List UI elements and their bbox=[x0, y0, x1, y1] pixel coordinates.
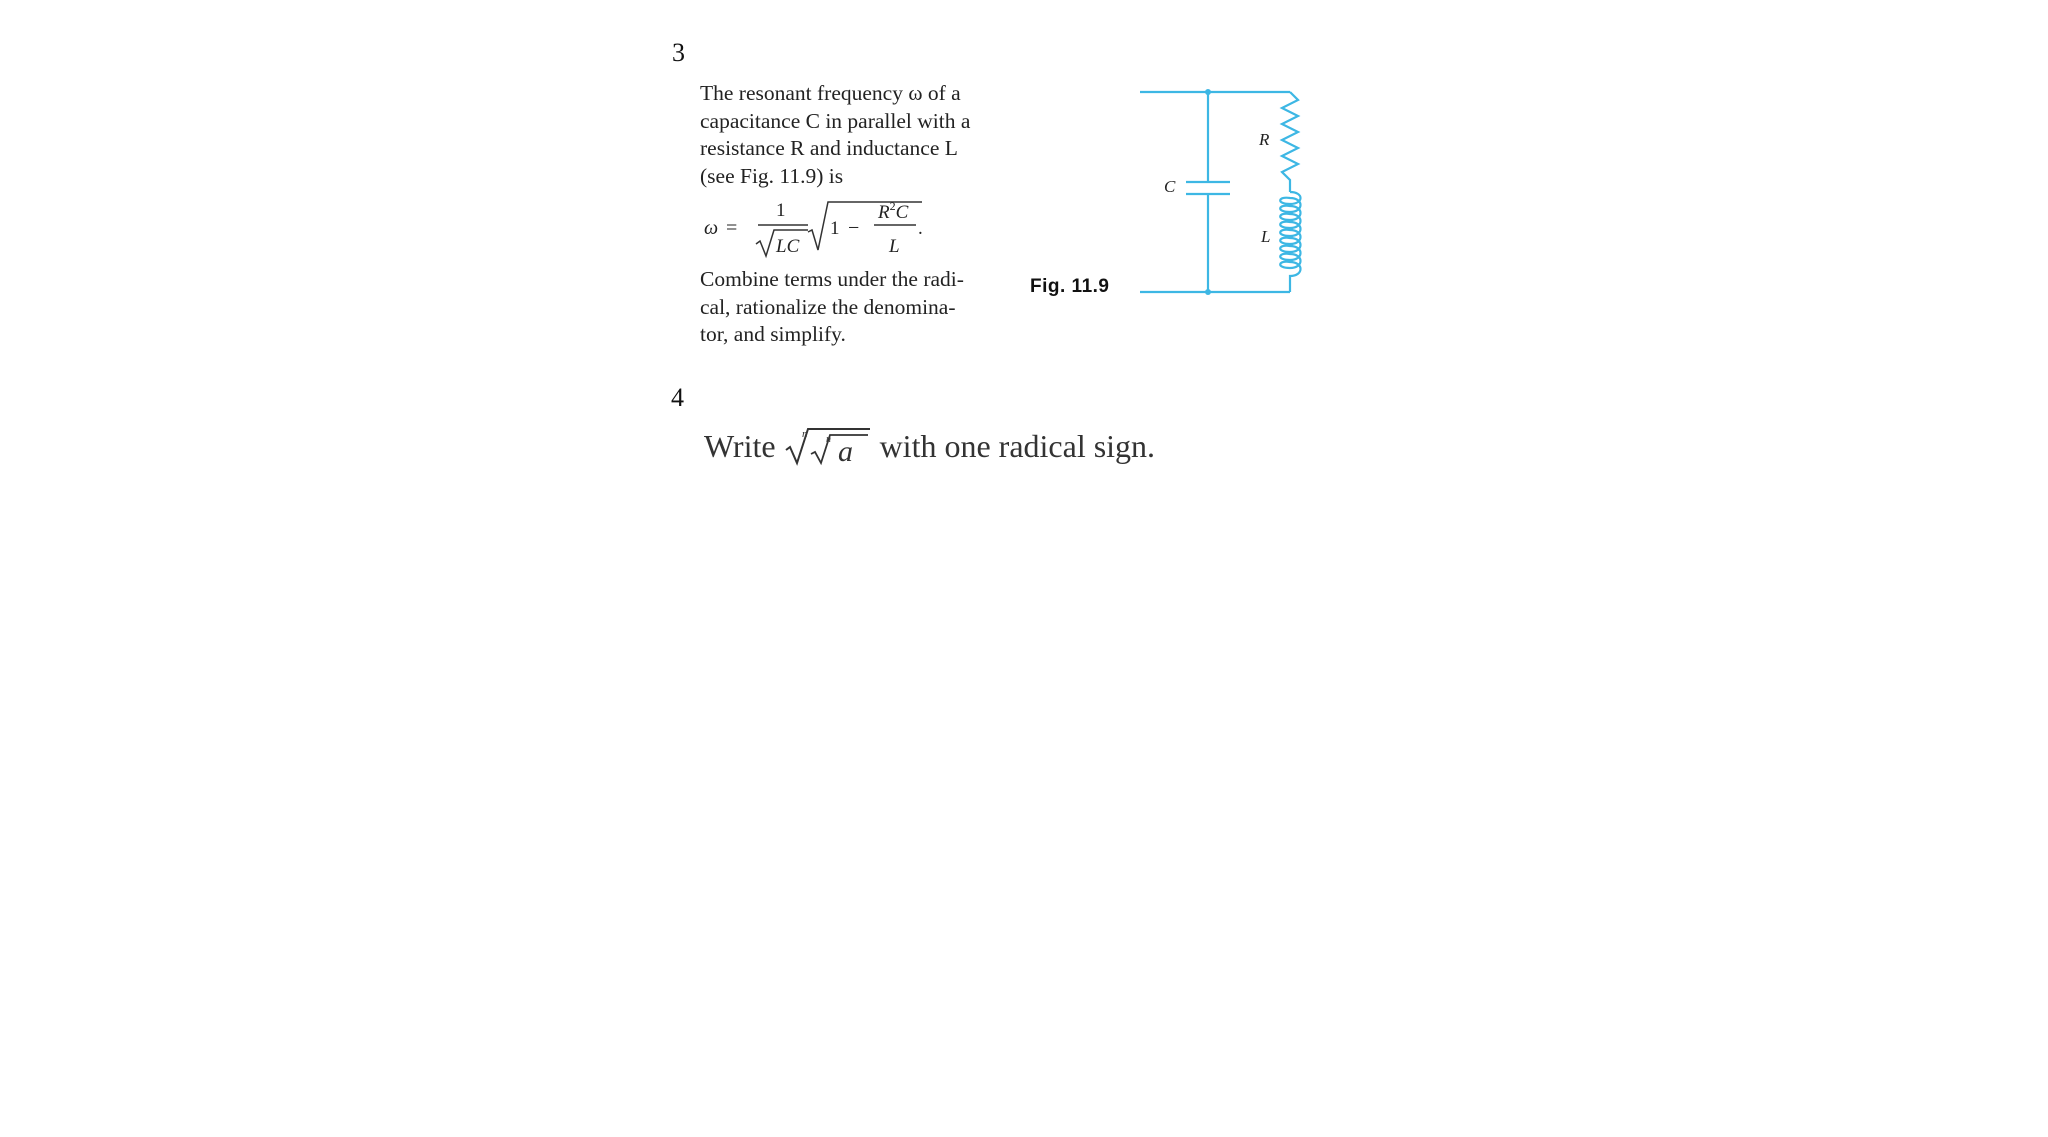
resonant-frequency-formula bbox=[700, 192, 960, 262]
figure-label: Fig. 11.9 bbox=[1030, 276, 1110, 297]
capacitor-label: C bbox=[1164, 177, 1176, 196]
write-word: Write bbox=[704, 428, 776, 464]
problem-3-intro bbox=[700, 80, 1000, 190]
radicand: a bbox=[837, 435, 853, 466]
intro-line-3: resistance R and inductance L bbox=[700, 136, 958, 160]
problem-number-3: 3 bbox=[672, 38, 685, 67]
numerator-c: C bbox=[895, 202, 909, 223]
inductor-label: L bbox=[1261, 227, 1271, 246]
formula-period: . bbox=[918, 218, 923, 239]
inner-denominator: L bbox=[889, 236, 900, 257]
omega-symbol: ω bbox=[704, 217, 719, 239]
problem-number-4: 4 bbox=[671, 383, 684, 412]
junction-bottom bbox=[1205, 289, 1211, 295]
outro-line-3: tor, and simplify. bbox=[700, 322, 846, 346]
intro-line-4: (see Fig. 11.9) is bbox=[700, 163, 844, 188]
numerator-r: R bbox=[878, 202, 890, 223]
nested-radical bbox=[784, 426, 872, 466]
numerator-exponent: 2 bbox=[889, 199, 896, 213]
minus-sign: − bbox=[848, 217, 860, 239]
outro-line-1: Combine terms under the radi- bbox=[700, 267, 964, 291]
resistor-zigzag bbox=[1282, 92, 1298, 192]
inductor-coil bbox=[1280, 192, 1300, 292]
outer-index: n bbox=[801, 428, 808, 440]
outro-line-2: cal, rationalize the denomina- bbox=[700, 294, 956, 319]
intro-line-2: capacitance C in parallel with a bbox=[700, 108, 971, 133]
fraction-denominator: LC bbox=[776, 236, 800, 257]
fraction-numerator: 1 bbox=[776, 200, 786, 221]
equals-sign: = bbox=[726, 217, 738, 239]
problem-3-outro bbox=[700, 266, 1000, 349]
inner-index: n bbox=[825, 434, 831, 445]
problem-4-tail: with one radical sign. bbox=[879, 428, 1156, 464]
inner-one: 1 bbox=[830, 218, 840, 239]
r2c-numerator bbox=[877, 199, 909, 223]
resistor-label: R bbox=[1259, 130, 1270, 149]
junction-top bbox=[1205, 89, 1211, 95]
problem-4-statement bbox=[704, 426, 1155, 466]
intro-line-1: The resonant frequency ω of a bbox=[700, 81, 961, 105]
rlc-circuit-diagram bbox=[1120, 70, 1320, 310]
